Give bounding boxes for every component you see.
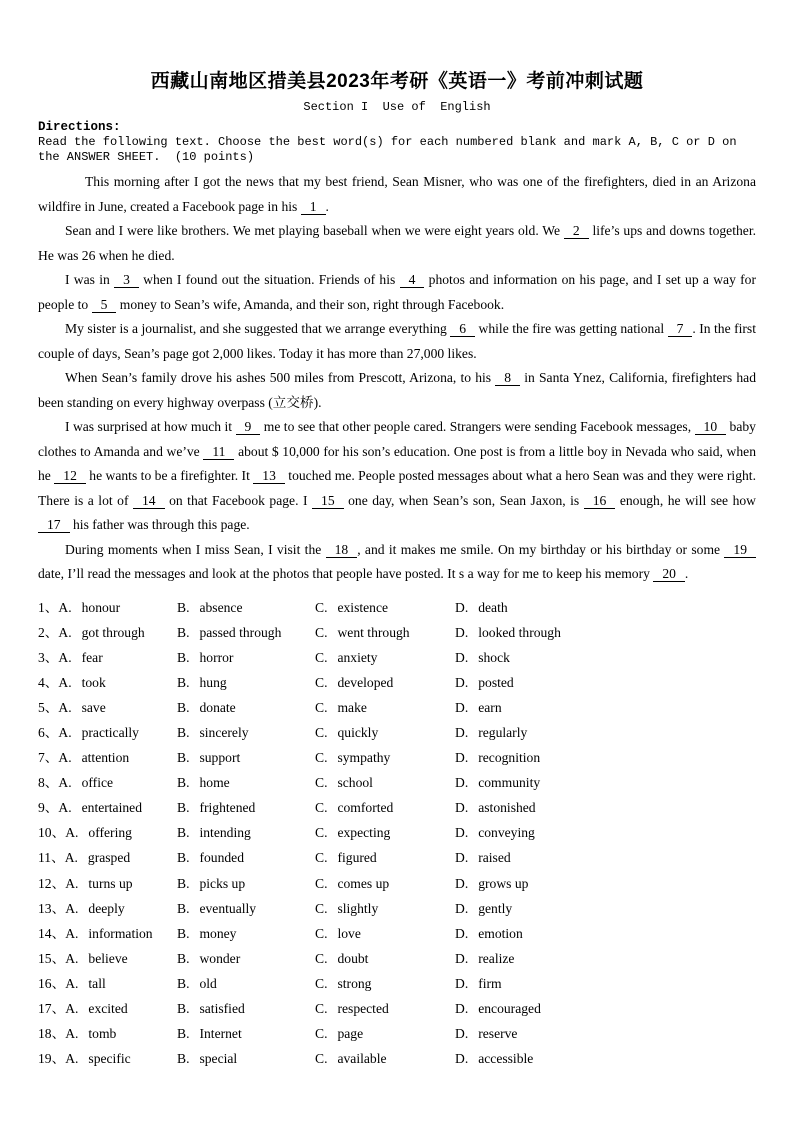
question-row-9 [38,795,756,820]
choice-text: gently [478,900,513,916]
question-row-6 [38,720,756,745]
choice-a [38,745,177,770]
choice-text: regularly [478,724,528,740]
choice-d [455,720,756,745]
choice-b [177,820,315,845]
choice-d [455,1046,756,1071]
choice-label: D. [455,950,469,966]
question-number: 9、 [38,800,59,816]
choice-label: C. [315,975,328,991]
question-row-7 [38,745,756,770]
choice-label: C. [315,900,328,916]
choice-text: hung [199,674,227,690]
choice-a [38,670,177,695]
choice-c [315,770,455,795]
choice-text: page [337,1026,364,1042]
cloze-blank-19: 19 [724,542,756,558]
question-row-12 [38,871,756,896]
question-row-2 [38,620,756,645]
choice-text: money [199,925,237,941]
choice-text: horror [199,649,234,665]
choice-text: quickly [337,724,379,740]
choice-label: C. [315,825,328,841]
cloze-blank-18: 18 [326,542,358,558]
choice-text: believe [88,950,128,966]
cloze-blank-4: 4 [400,272,425,288]
choice-text: realize [478,950,515,966]
choice-a [38,971,177,996]
choice-a [38,1046,177,1071]
choice-text: founded [199,850,245,866]
choice-text: earn [478,699,502,715]
choice-text: figured [337,850,377,866]
choice-label: A. [65,1001,79,1016]
choice-label: D. [455,724,469,740]
choice-c [315,720,455,745]
choice-text: honour [81,599,121,615]
choice-d [455,921,756,946]
choice-d [455,795,756,820]
choice-text: conveying [478,825,535,841]
choice-label: B. [177,674,190,690]
choice-c [315,896,455,921]
choice-text: shock [478,649,510,665]
choice-text: community [478,775,541,791]
choice-text: intending [199,825,251,841]
choice-text: love [337,925,361,941]
choice-label: C. [315,925,328,941]
choice-b [177,946,315,971]
choice-a [38,795,177,820]
choice-label: A. [65,825,79,841]
question-row-14 [38,921,756,946]
choice-c [315,645,455,670]
cloze-blank-12: 12 [54,468,86,484]
choice-a [38,845,177,870]
choice-b [177,620,315,645]
cloze-blank-8: 8 [495,370,520,386]
choice-label: D. [455,699,469,715]
question-row-17 [38,996,756,1021]
choice-d [455,820,756,845]
choice-label: D. [455,825,469,841]
choice-label: B. [177,724,190,740]
cloze-blank-20: 20 [653,566,685,582]
choice-label: A. [65,900,79,916]
question-number: 7、 [38,750,59,766]
choice-label: C. [315,775,328,791]
choice-d [455,670,756,695]
choice-c [315,1021,455,1046]
cloze-blank-7: 7 [668,321,693,337]
directions-text: Read the following text. Choose the best word(s) for each numbered blank and mark A, B, C or D on the ANSWER SHEET. (10 points) [38,135,744,164]
choice-c [315,795,455,820]
question-row-1 [38,595,756,620]
choice-label: B. [177,875,190,891]
choice-b [177,996,315,1021]
choice-label: A. [58,775,72,791]
choice-c [315,670,455,695]
choice-text: offering [88,825,132,841]
choice-label: B. [177,825,190,841]
choice-label: B. [177,624,190,640]
choice-b [177,795,315,820]
cloze-passage [38,170,756,587]
question-row-11 [38,845,756,870]
cloze-blank-2: 2 [564,223,589,239]
choice-label: B. [177,1026,190,1042]
choice-text: tall [88,975,106,991]
question-row-3 [38,645,756,670]
choice-label: B. [177,900,190,916]
options-list [38,595,756,1072]
choice-text: satisfied [199,1001,245,1016]
choice-text: encouraged [478,1001,541,1016]
choice-label: A. [58,599,72,615]
choice-b [177,695,315,720]
choice-d [455,896,756,921]
choice-text: looked through [478,624,561,640]
question-number: 14、 [38,925,66,941]
choice-label: C. [315,674,328,690]
question-number: 4、 [38,674,59,690]
choice-d [455,871,756,896]
choice-label: B. [177,1001,190,1016]
choice-text: practically [81,724,139,740]
choice-text: excited [88,1001,128,1016]
choice-a [38,946,177,971]
choice-text: school [337,775,373,791]
choice-a [38,770,177,795]
choice-b [177,770,315,795]
question-row-5 [38,695,756,720]
choice-text: respected [337,1001,389,1016]
choice-label: D. [455,800,469,816]
cloze-blank-10: 10 [695,419,727,435]
choice-text: sincerely [199,724,249,740]
choice-label: B. [177,699,190,715]
choice-a [38,620,177,645]
choice-b [177,1046,315,1071]
choice-text: entertained [81,800,142,816]
choice-b [177,871,315,896]
choice-text: grasped [87,850,131,866]
cloze-blank-13: 13 [253,468,285,484]
choice-label: A. [64,850,78,866]
choice-label: B. [177,1051,190,1067]
choice-label: A. [58,750,72,766]
choice-text: took [81,674,106,690]
choice-b [177,896,315,921]
choice-text: recognition [478,750,541,766]
choice-label: D. [455,900,469,916]
choice-text: Internet [199,1026,242,1042]
question-number: 13、 [38,900,66,916]
choice-a [38,1021,177,1046]
passage-paragraph-7: During moments when I miss Sean, I visit the 18 , and it makes me smile. On my birthday or his birthday or some 19 date, I’ll read the messages and look at the photos that people have posted. It s a way for me to keep his memory 20 . [38,538,756,587]
choice-label: C. [315,750,328,766]
choice-text: got through [81,624,145,640]
choice-text: posted [478,674,514,690]
choice-text: frightened [199,800,256,816]
choice-label: A. [65,1051,79,1067]
choice-a [38,921,177,946]
choice-label: B. [177,975,190,991]
choice-label: B. [177,800,190,816]
cloze-blank-11: 11 [203,444,234,460]
question-row-13 [38,896,756,921]
choice-c [315,845,455,870]
choice-text: fear [81,649,103,665]
choice-label: D. [455,775,469,791]
question-number: 5、 [38,699,59,715]
question-number: 10、 [38,825,66,841]
choice-label: A. [58,724,72,740]
section-heading: Section I Use of English [303,100,491,114]
choice-c [315,921,455,946]
choice-text: raised [478,850,511,866]
choice-label: D. [455,925,469,941]
choice-label: B. [177,775,190,791]
choice-c [315,595,455,620]
choice-label: D. [455,875,469,891]
choice-text: sympathy [337,750,391,766]
choice-label: C. [315,1001,328,1016]
question-number: 12、 [38,875,66,891]
choice-c [315,745,455,770]
choice-label: D. [455,649,469,665]
choice-text: death [478,599,508,615]
choice-label: A. [58,699,72,715]
choice-text: doubt [337,950,369,966]
choice-a [38,695,177,720]
choice-text: expecting [337,825,391,841]
cloze-blank-6: 6 [450,321,475,337]
choice-text: attention [81,750,130,766]
question-number: 6、 [38,724,59,740]
choice-text: turns up [88,875,133,891]
choice-d [455,971,756,996]
passage-paragraph-5: When Sean’s family drove his ashes 500 miles from Prescott, Arizona, to his 8 in Santa Ynez, California, firefighters had been standing on every highway overpass (立交桥). [38,370,756,410]
choice-b [177,845,315,870]
choice-c [315,695,455,720]
question-row-10 [38,820,756,845]
choice-text: reserve [478,1026,518,1042]
question-number: 1、 [38,599,59,615]
choice-label: A. [65,1026,79,1042]
choice-b [177,645,315,670]
question-row-8 [38,770,756,795]
choice-text: information [88,925,153,941]
choice-text: home [199,775,230,791]
cloze-blank-3: 3 [114,272,139,288]
choice-a [38,996,177,1021]
choice-label: C. [315,724,328,740]
choice-a [38,720,177,745]
question-number: 11、 [38,850,65,866]
choice-text: special [199,1051,238,1067]
choice-c [315,1046,455,1071]
question-number: 19、 [38,1051,66,1067]
choice-label: D. [455,1026,469,1042]
choice-text: slightly [337,900,379,916]
choice-label: B. [177,599,190,615]
question-number: 3、 [38,649,59,665]
choice-d [455,645,756,670]
question-number: 8、 [38,775,59,791]
choice-c [315,971,455,996]
choice-text: firm [478,975,502,991]
choice-label: D. [455,750,469,766]
question-row-4 [38,670,756,695]
choice-text: anxiety [337,649,378,665]
question-row-19 [38,1046,756,1071]
choice-text: deeply [88,900,125,916]
choice-d [455,845,756,870]
choice-c [315,946,455,971]
cloze-blank-9: 9 [236,419,261,435]
choice-label: B. [177,649,190,665]
choice-a [38,896,177,921]
choice-c [315,871,455,896]
choice-text: passed through [199,624,282,640]
choice-label: C. [315,699,328,715]
choice-text: went through [337,624,410,640]
choice-label: C. [315,875,328,891]
choice-text: old [199,975,217,991]
choice-text: available [337,1051,387,1067]
question-row-16 [38,971,756,996]
choice-label: C. [315,649,328,665]
choice-label: C. [315,800,328,816]
cloze-blank-17: 17 [38,517,70,533]
choice-text: donate [199,699,236,715]
choice-label: A. [65,950,79,966]
choice-text: emotion [478,925,523,941]
choice-c [315,996,455,1021]
choice-label: D. [455,674,469,690]
question-row-18 [38,1021,756,1046]
choice-label: B. [177,925,190,941]
choice-label: C. [315,599,328,615]
choice-label: B. [177,750,190,766]
choice-label: A. [58,800,72,816]
passage-paragraph-2: Sean and I were like brothers. We met playing baseball when we were eight years old. We 2 life’s ups and downs together. He was 26 when he died. [38,223,756,263]
choice-text: accessible [478,1051,534,1067]
choice-text: wonder [199,950,241,966]
choice-text: picks up [199,875,246,891]
choice-text: tomb [88,1026,117,1042]
passage-paragraph-1: This morning after I got the news that my best friend, Sean Misner, who was one of the firefighters, died in an Arizona wildfire in June, created a Facebook page in his 1 . [38,174,756,214]
choice-a [38,820,177,845]
choice-label: A. [65,975,79,991]
choice-label: A. [65,925,79,941]
exam-title: 西藏山南地区措美县2023年考研《英语一》考前冲刺试题 [150,71,644,92]
cloze-blank-1: 1 [301,199,326,215]
choice-label: C. [315,1026,328,1042]
choice-a [38,871,177,896]
choice-text: astonished [478,800,536,816]
directions-label: Directions: [38,120,121,134]
choice-text: comes up [337,875,390,891]
question-number: 17、 [38,1001,66,1016]
choice-text: absence [199,599,243,615]
choice-d [455,946,756,971]
question-row-15 [38,946,756,971]
choice-c [315,620,455,645]
choice-d [455,996,756,1021]
choice-label: D. [455,624,469,640]
choice-a [38,595,177,620]
choice-c [315,820,455,845]
choice-text: make [337,699,367,715]
choice-text: eventually [199,900,257,916]
choice-label: C. [315,1051,328,1067]
choice-text: office [81,775,114,791]
choice-b [177,921,315,946]
question-number: 18、 [38,1026,66,1042]
choice-d [455,695,756,720]
cloze-blank-14: 14 [133,493,165,509]
choice-d [455,1021,756,1046]
choice-text: support [199,750,241,766]
passage-paragraph-3: I was in 3 when I found out the situation. Friends of his 4 photos and information on his page, and I set up a way for people to 5 money to Sean’s wife, Amanda, and their son, right through Facebook. [38,272,757,312]
choice-label: D. [455,975,469,991]
passage-paragraph-4: My sister is a journalist, and she suggested that we arrange everything 6 while the fire was getting national 7 . In the first couple of days, Sean’s page got 2,000 likes. Today it has more than 27,000 likes. [38,321,756,361]
choice-label: A. [65,875,79,891]
cloze-blank-5: 5 [92,297,117,313]
choice-label: A. [58,624,72,640]
choice-text: developed [337,674,394,690]
choice-b [177,745,315,770]
choice-a [38,645,177,670]
choice-label: D. [455,1051,469,1067]
question-number: 15、 [38,950,66,966]
choice-text: strong [337,975,372,991]
choice-label: B. [177,850,190,866]
choice-label: C. [315,950,328,966]
choice-label: A. [58,674,72,690]
choice-text: grows up [478,875,529,891]
choice-label: C. [315,850,328,866]
choice-b [177,670,315,695]
choice-d [455,620,756,645]
choice-text: specific [88,1051,131,1067]
choice-label: A. [58,649,72,665]
choice-b [177,595,315,620]
choice-text: comforted [337,800,394,816]
choice-d [455,770,756,795]
cloze-blank-15: 15 [312,493,344,509]
choice-b [177,720,315,745]
choice-text: save [81,699,106,715]
passage-paragraph-6: I was surprised at how much it 9 me to see that other people cared. Strangers were sending Facebook messages, 10 baby clothes to Amanda and we’ve 11 about $ 10,000 for his son’s education. One post is from a little boy in Nevada who said, when he 12 he wants to be a firefighter. It 13 touched me. People posted messages about what a hero Sean was and they were right. There is a lot of 14 on that Facebook page. I 15 one day, when Sean’s son, Sean Jaxon, is 16 enough, he will see how 17 his father was through this page. [38,419,757,532]
choice-b [177,971,315,996]
question-number: 16、 [38,975,66,991]
choice-label: D. [455,1001,469,1016]
choice-label: D. [455,850,469,866]
choice-d [455,595,756,620]
choice-d [455,745,756,770]
choice-label: D. [455,599,469,615]
choice-text: existence [337,599,389,615]
choice-label: C. [315,624,328,640]
cloze-blank-16: 16 [584,493,616,509]
question-number: 2、 [38,624,59,640]
choice-b [177,1021,315,1046]
choice-label: B. [177,950,190,966]
